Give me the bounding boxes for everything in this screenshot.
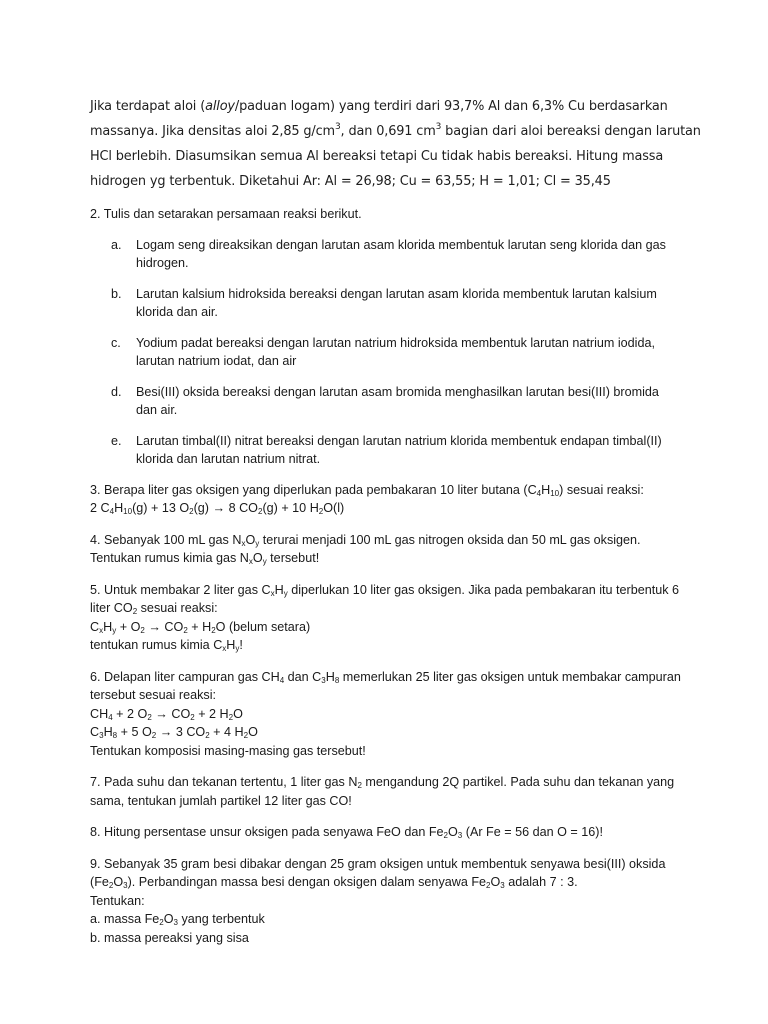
reaction-equation: $C_3H_8 + 5$ $O_2 \to 3$ $CO_2 + 4$ $H_2O$ [90, 725, 258, 740]
question-list [90, 205, 680, 960]
reaction-equation: 2 $C_4H_{10}(g) + 13$ $O_2(g) \to 8$ $CO_2(g) + 10$ $H_2O(l)$ [90, 501, 345, 516]
list-item-line: Larutan kalsium hidroksida bereaksi dengan larutan asam klorida membentuk larutan kalsium [136, 286, 657, 301]
question-9-line-5: b. massa pereaksi yang sisa [90, 930, 249, 945]
question-5-line-2: liter $CO_2$ sesuai reaksi: [90, 601, 218, 616]
question-4 [90, 531, 680, 568]
question-7-line-1: 7. Pada suhu dan tekanan tertentu, 1 liter gas $N_2$ mengandung 2Q partikel. Pada suhu dan tekanan yang [90, 775, 675, 790]
question-4-line-2: Tentukan rumus kimia gas $N_xO_y$ tersebut! [90, 551, 320, 566]
italic-term: alloy [205, 99, 235, 114]
superscript: 3 [334, 122, 341, 132]
question-4-line-1: 4. Sebanyak 100 mL gas $N_xO_y$ terurai menjadi 100 mL gas nitrogen oksida dan 50 mL gas oksigen. [90, 532, 641, 548]
list-item-line: larutan natrium iodat, dan air [136, 354, 297, 368]
list-item-label: c. [111, 335, 121, 350]
question-7 [90, 773, 680, 810]
question-6-line-2: tersebut sesuai reaksi: [90, 688, 216, 702]
question-1-line-1: Jika terdapat aloi (alloy/paduan logam) yang terdiri dari 93,7% Al dan 6,3% Cu berdasarkan [90, 99, 668, 114]
question-1-line-4: hidrogen yg terbentuk. Diketahui Ar: Al = 26,98; Cu = 63,55; H = 1,01; Cl = 35,45 [90, 174, 611, 189]
question-1-line-3: HCl berlebih. Diasumsikan semua Al bereaksi tetapi Cu tidak habis bereaksi. Hitung massa [90, 149, 664, 164]
question-3 [90, 481, 680, 518]
question-2-items [90, 236, 680, 469]
list-item-line: Besi(III) oksida bereaksi dengan larutan asam bromida menghasilkan larutan besi(III) bromida [136, 384, 659, 399]
question-9-line-4: a. massa $Fe_2O_3$ yang terbentuk [90, 912, 265, 927]
question-1-line-2: massanya. Jika densitas aloi 2,85 $g/cm^3$, dan 0,691 $cm^3$ bagian dari aloi bereaksi dengan larutan [90, 122, 701, 139]
reaction-equation: $C_xH_y + O_2 \to CO_2 + H_2O$ (belum setara) [90, 619, 311, 635]
question-1 [90, 94, 701, 194]
question-9-line-2: $(Fe_2O_3)$. Perbandingan massa besi dengan oksigen dalam senyawa $Fe_2O_3$ adalah 7 : 3. [90, 875, 578, 890]
question-5-line-4: tentukan rumus kimia $C_xH_y$! [90, 638, 243, 653]
reaction-equation: $CH_4 + 2$ $O_2 \to CO_2 + 2$ $H_2O$ [90, 706, 243, 722]
superscript: 3 [435, 122, 442, 132]
list-item-label: b. [111, 286, 122, 301]
list-item-line: Logam seng direaksikan dengan larutan asam klorida membentuk larutan seng klorida dan gas [136, 237, 666, 252]
question-8 [90, 823, 680, 842]
list-item [90, 383, 680, 420]
list-item [90, 334, 680, 371]
question-5 [90, 581, 680, 655]
question-3-line-1: 3. Berapa liter gas oksigen yang diperlukan pada pembakaran 10 liter butana $(C_4H_{10})$ sesuai reaksi: [90, 482, 644, 498]
list-item-line: Yodium padat bereaksi dengan larutan natrium hidroksida membentuk larutan natrium iodida, [136, 335, 655, 350]
question-6 [90, 668, 680, 761]
list-item-line: hidrogen. [136, 256, 189, 270]
list-item-label: d. [111, 384, 122, 399]
question-6-line-1: 6. Delapan liter campuran gas $CH_4$ dan $C_3H_8$ memerlukan 25 liter gas oksigen untuk membakar campuran [90, 669, 681, 685]
list-item-label: e. [111, 433, 122, 448]
question-9 [90, 855, 680, 948]
question-2 [90, 205, 680, 224]
question-6-line-5: Tentukan komposisi masing-masing gas tersebut! [90, 743, 366, 758]
question-7-line-2: sama, tentukan jumlah partikel 12 liter gas CO! [90, 793, 352, 808]
list-item-line: dan air. [136, 403, 178, 417]
question-9-line-1: 9. Sebanyak 35 gram besi dibakar dengan 25 gram oksigen untuk membentuk senyawa besi(III) oksida [90, 856, 666, 871]
list-item [90, 236, 680, 273]
question-2-title: 2. Tulis dan setarakan persamaan reaksi berikut. [90, 207, 362, 221]
list-item-line: klorida dan larutan natrium nitrat. [136, 452, 321, 466]
list-item-line: klorida dan air. [136, 305, 218, 319]
list-item-label: a. [111, 237, 122, 252]
question-8-line-1: 8. Hitung persentase unsur oksigen pada senyawa FeO dan $Fe_2O_3$ (Ar Fe = 56 dan O = 16)! [90, 825, 603, 840]
list-item [90, 432, 680, 469]
question-5-line-1: 5. Untuk membakar 2 liter gas $C_xH_y$ diperlukan 10 liter gas oksigen. Jika pada pembakaran itu terbentuk 6 [90, 582, 680, 598]
list-item [90, 285, 680, 322]
question-9-line-3: Tentukan: [90, 893, 145, 908]
list-item-line: Larutan timbal(II) nitrat bereaksi dengan larutan natrium klorida membentuk endapan timbal(II) [136, 433, 662, 448]
